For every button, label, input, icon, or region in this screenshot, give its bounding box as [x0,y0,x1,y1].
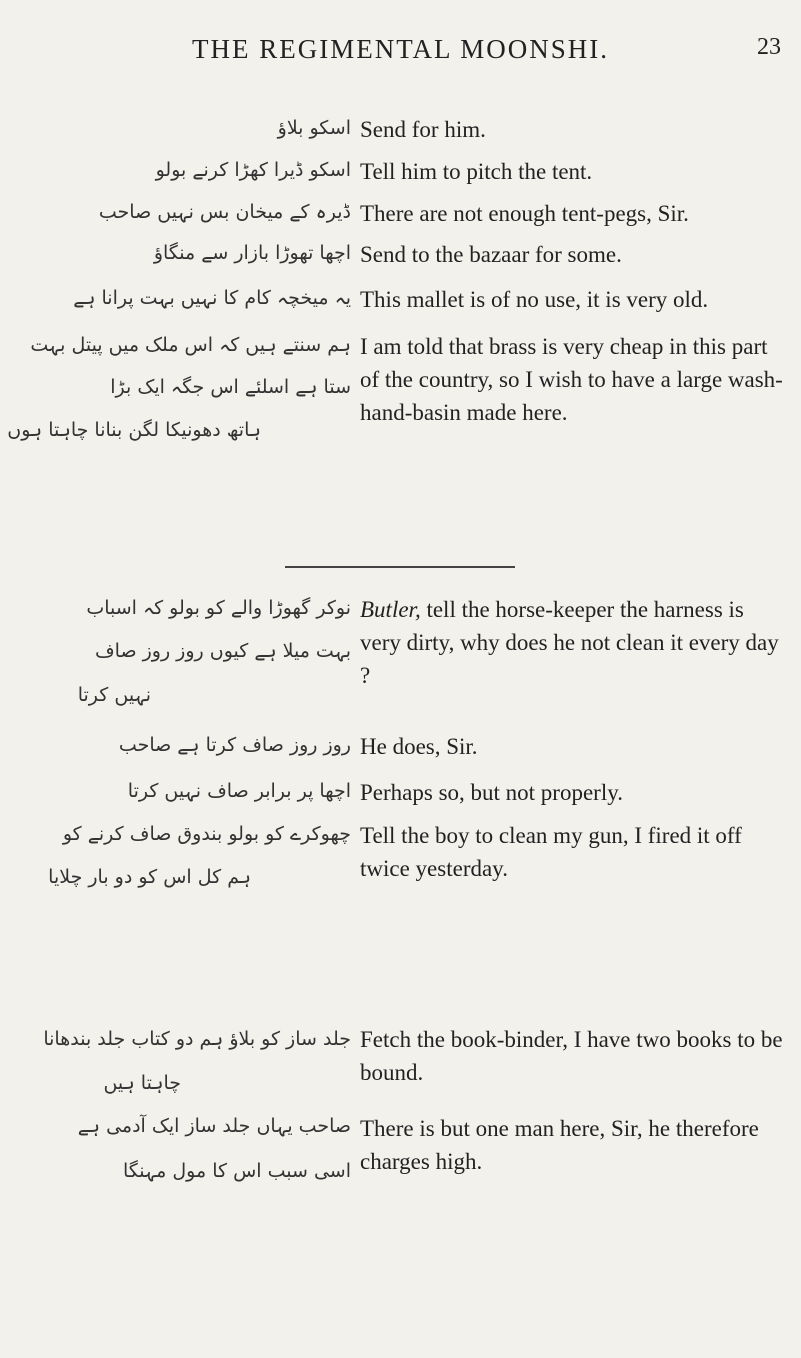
urdu-text: چھوکرے کو بولو بندوق صاف کرنے کو [62,823,351,845]
urdu-text: نہیں کرتا [77,684,151,706]
english-text: He does, Sir. [360,734,478,759]
urdu-text: ہم کل اس کو دو بار چلایا [48,866,251,888]
urdu-text: اچھا تھوڑا بازار سے منگاؤ [153,242,351,264]
english-text: Fetch the book-binder, I have two books to be bound. [360,1027,783,1085]
english-sentence: tell the horse-keeper the harness is very dirty, why does he not clean it every day ? [360,597,779,688]
urdu-text: اسی سبب اس کا مول مہنگا [123,1160,351,1182]
english-text: Tell him to pitch the tent. [360,159,593,184]
urdu-text: بہت میلا ہے کیوں روز روز صاف [94,640,351,662]
page-number: 23 [757,34,781,60]
urdu-text: ستا ہے اسلئے اس جگہ ایک بڑا [110,376,351,398]
english-text [360,593,790,692]
page-title: THE REGIMENTAL MOONSHI. [191,34,610,64]
urdu-text: روز روز صاف کرتا ہے صاحب [118,734,351,756]
english-text: Tell the boy to clean my gun, I fired it off twice yesterday. [360,823,742,881]
urdu-text: اچھا پر برابر صاف نہیں کرتا [127,780,351,802]
urdu-text: چاہتا ہیں [103,1072,181,1094]
urdu-text: ڈیرہ کے میخان بس نہیں صاحب [98,201,351,223]
english-text: Send for him. [360,117,486,142]
english-text: This mallet is of no use, it is very old. [360,287,709,312]
urdu-text: ہم سنتے ہیں کہ اس ملک میں پیتل بہت [30,334,351,356]
english-text: Perhaps so, but not properly. [360,780,623,805]
section-divider [285,566,515,568]
urdu-text: صاحب یہاں جلد ساز ایک آدمی ہے [77,1115,351,1137]
english-text: There are not enough tent-pegs, Sir. [360,201,689,226]
english-text: Send to the bazaar for some. [360,242,622,267]
speaker-label: Butler, [360,597,421,622]
urdu-text: اسکو بلاؤ [277,117,351,139]
urdu-text: اسکو ڈیرا کھڑا کرنے بولو [155,159,351,181]
page-header [0,34,801,82]
english-text: I am told that brass is very cheap in this part of the country, so I wish to have a large wash-hand-basin made here. [360,334,783,425]
urdu-text: نوکر گھوڑا والے کو بولو کہ اسباب [86,597,351,619]
urdu-text: جلد ساز کو بلاؤ ہم دو کتاب جلد بندھانا [43,1028,351,1050]
urdu-text: ہاتھ دھونیکا لگن بنانا چاہتا ہوں [7,419,261,441]
urdu-text: یہ میخچہ کام کا نہیں بہت پرانا ہے [73,287,351,309]
english-text: There is but one man here, Sir, he therefore charges high. [360,1116,759,1174]
